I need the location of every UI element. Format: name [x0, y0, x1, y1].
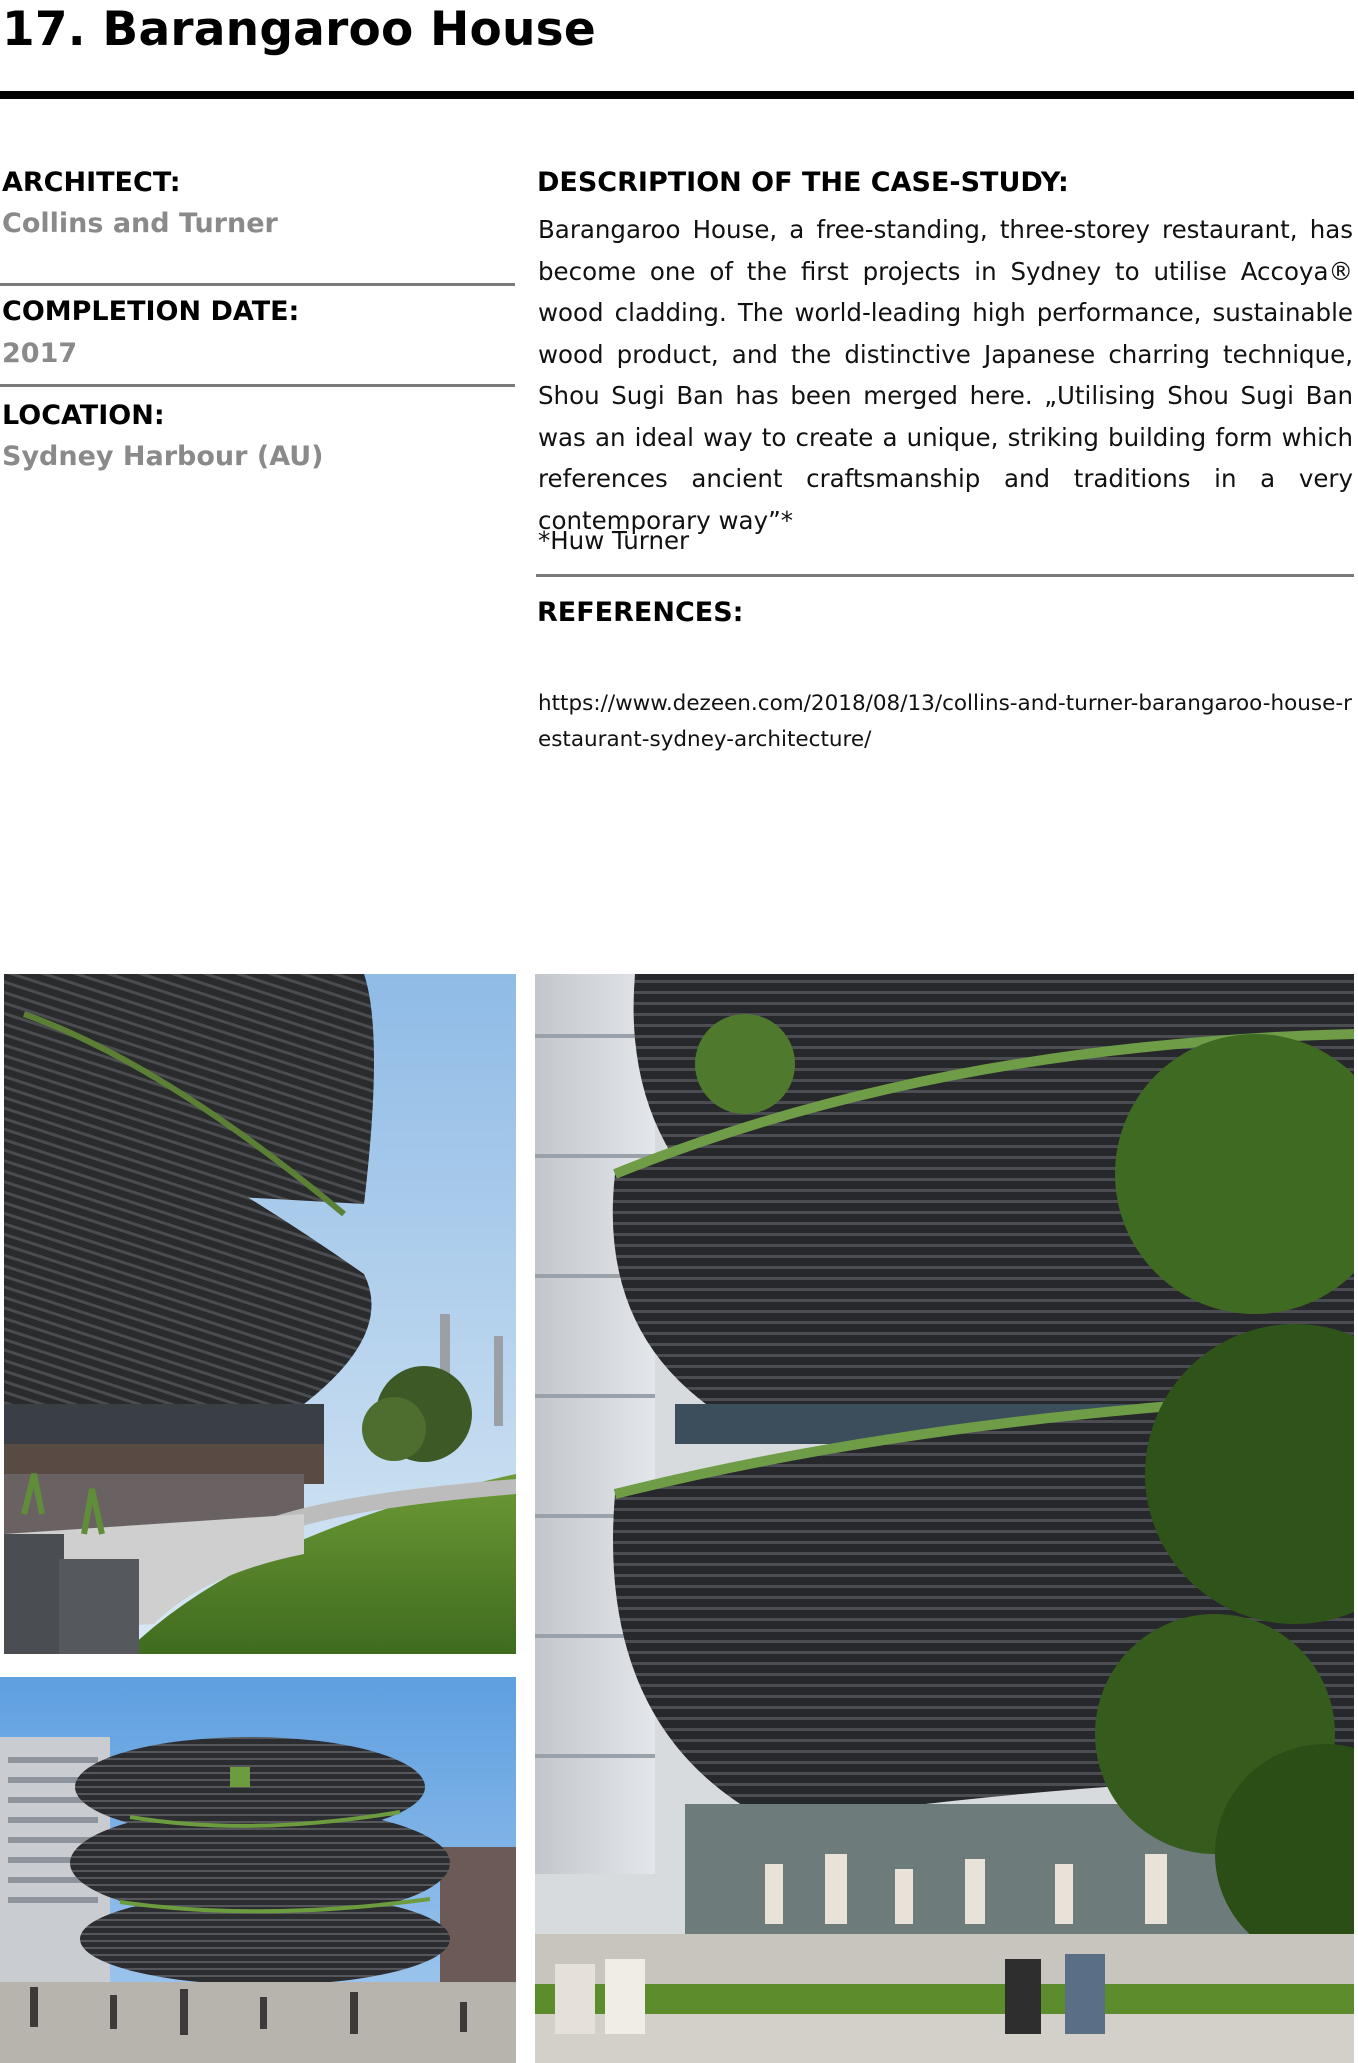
description-heading: DESCRIPTION OF THE CASE-STUDY: [537, 167, 1069, 198]
completion-date-label: COMPLETION DATE: [2, 296, 300, 327]
title-divider [0, 91, 1354, 99]
divider [536, 574, 1354, 577]
completion-date-value: 2017 [2, 338, 78, 369]
location-label: LOCATION: [2, 400, 165, 431]
divider [0, 384, 515, 387]
building-side-photo [4, 974, 516, 1654]
architect-label: ARCHITECT: [2, 167, 181, 198]
reference-link[interactable]: https://www.dezeen.com/2018/08/13/collins-and-turner-barangaroo-house-restaurant-sydney-architecture/ [538, 691, 1352, 752]
building-exterior-photo [0, 1677, 516, 2063]
architect-value: Collins and Turner [2, 208, 278, 239]
location-value: Sydney Harbour (AU) [2, 441, 324, 472]
references-heading: REFERENCES: [537, 597, 744, 628]
description-body: Barangaroo House, a free-standing, three-storey restaurant, has become one of the first projects in Sydney to utilise Accoya® wood cladding. The world-leading high performance, sustainable wood product, and the distinctive Japanese charring technique, Shou Sugi Ban has been merged here. „Utilising Shou Sugi Ban was an ideal way to create a unique, striking building form which references ancient craftsmanship and traditions in a very contemporary way”* [538, 215, 1353, 535]
page-title: 17. Barangaroo House [2, 2, 596, 57]
building-closeup-photo [535, 974, 1354, 2063]
divider [0, 283, 515, 286]
quote-attribution: *Huw Turner [538, 526, 690, 555]
